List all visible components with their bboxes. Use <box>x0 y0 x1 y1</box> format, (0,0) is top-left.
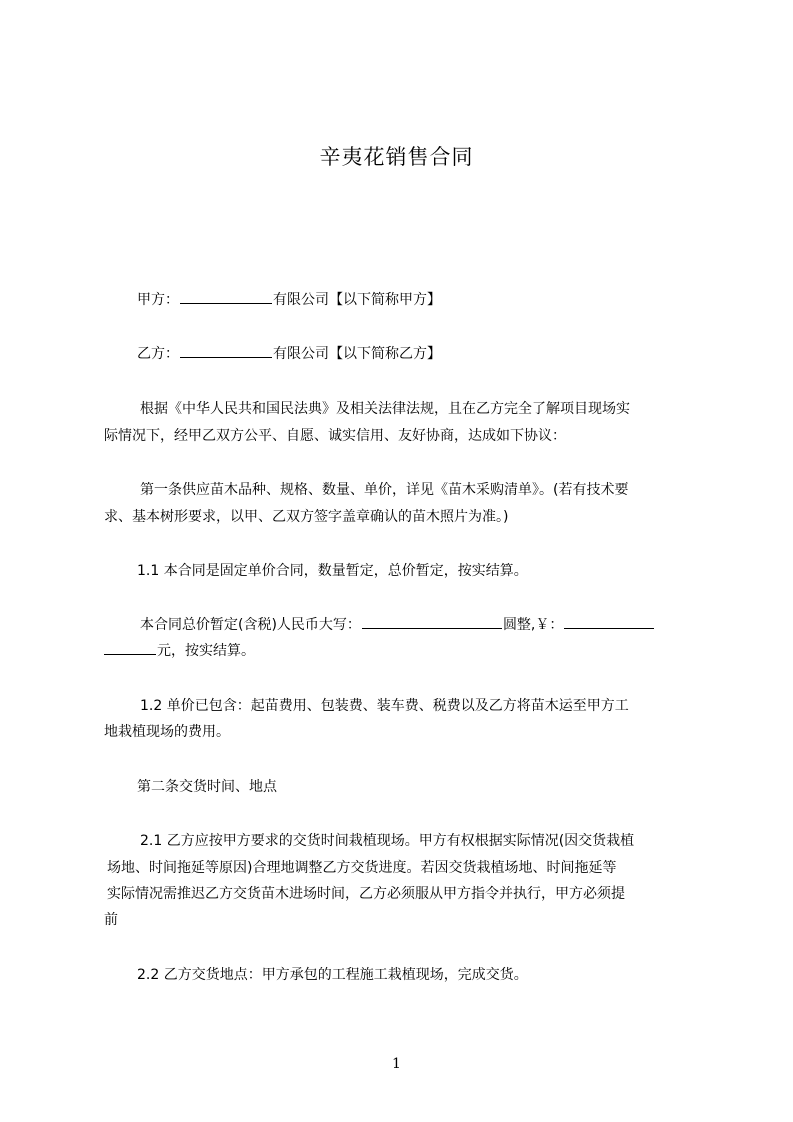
clause-1-2-line-1: 1.2 单价已包含：起苗费用、包装费、装车费、税费以及乙方将苗木运至甲方工 <box>140 698 629 714</box>
total-price-line-1 <box>140 611 655 640</box>
amount-in-figures-blank <box>564 613 654 629</box>
preamble-line-1: 根据《中华人民共和国民法典》及相关法律法规，且在乙方完全了解项目现场实 <box>140 401 630 417</box>
clause-2-1-line-2: 场地、时间拖延等原因)合理地调整乙方交货进度。若因交货栽植场地、时间拖延等 <box>107 860 617 876</box>
party-b-line <box>137 340 441 369</box>
clause-2-1-line-3: 实际情况需推迟乙方交货苗木进场时间，乙方必须服从甲方指令并执行，甲方必须提 <box>107 886 625 902</box>
clause-2-1-line-1: 2.1 乙方应按甲方要求的交货时间栽植现场。甲方有权根据实际情况(因交货栽植 <box>140 833 635 849</box>
party-a-label: 甲方： <box>137 292 179 308</box>
party-a-name-blank <box>180 288 272 304</box>
party-a-line <box>137 286 441 315</box>
clause-2-2: 2.2 乙方交货地点：甲方承包的工程施工栽植现场，完成交货。 <box>137 967 528 983</box>
article-1-line-2: 求、基本树形要求，以甲、乙双方签字盖章确认的苗木照片为准。) <box>104 509 509 525</box>
page-number: 1 <box>392 1056 401 1072</box>
amount-in-words-blank <box>362 613 502 629</box>
clause-1-1: 1.1 本合同是固定单价合同，数量暂定，总价暂定，按实结算。 <box>137 563 528 579</box>
total-price-middle: 圆整,￥： <box>502 617 564 633</box>
preamble-line-2: 际情况下，经甲乙双方公平、自愿、诚实信用、友好协商，达成如下协议： <box>104 428 566 444</box>
clause-1-2-line-2: 地栽植现场的费用。 <box>104 724 230 740</box>
clause-2-1-line-4: 前 <box>104 912 118 928</box>
article-2-heading: 第二条交货时间、地点 <box>137 779 277 795</box>
party-b-label: 乙方： <box>137 346 179 362</box>
amount-in-figures-blank-cont <box>104 639 156 655</box>
total-price-line-2 <box>104 637 255 666</box>
party-b-suffix: 有限公司【以下简称乙方】 <box>273 346 441 362</box>
total-price-suffix: 元，按实结算。 <box>157 643 255 659</box>
party-a-suffix: 有限公司【以下简称甲方】 <box>273 292 441 308</box>
total-price-prefix: 本合同总价暂定(含税)人民币大写： <box>140 617 361 633</box>
document-title: 辛夷花销售合同 <box>319 145 474 169</box>
article-1-line-1: 第一条供应苗木品种、规格、数量、单价，详见《苗木采购清单》。(若有技术要 <box>140 482 629 498</box>
party-b-name-blank <box>180 342 272 358</box>
